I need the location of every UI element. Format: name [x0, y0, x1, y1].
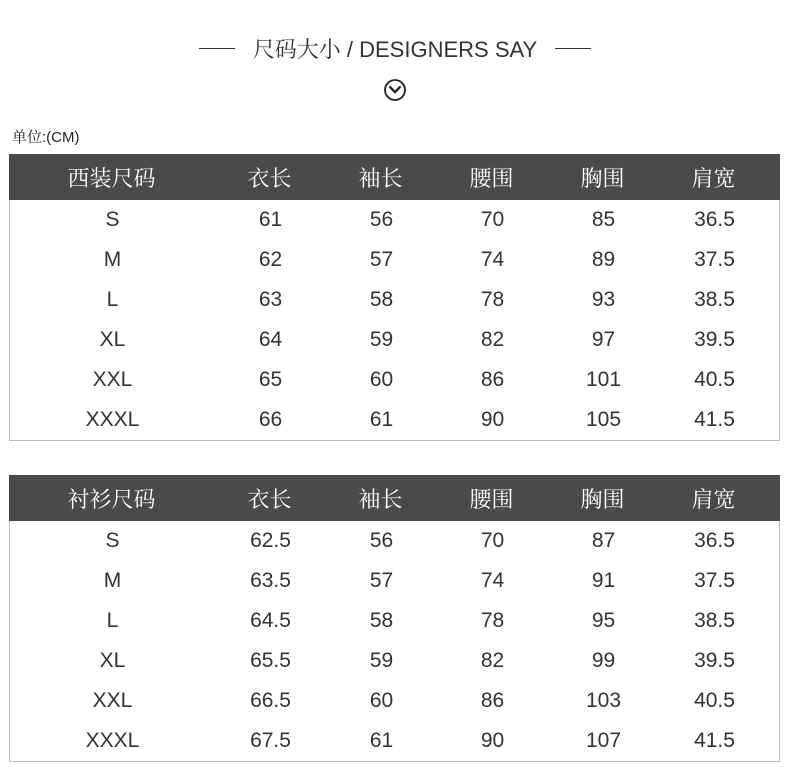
table-cell: 78: [480, 609, 505, 632]
table-cell: 58: [369, 609, 394, 632]
table-cell: 40.5: [694, 689, 735, 712]
table-row: [10, 561, 779, 601]
table-cell: 78: [480, 288, 505, 311]
table-cell: 37.5: [694, 569, 735, 592]
table-cell: 41.5: [694, 729, 735, 752]
table-cell: 61: [369, 408, 394, 431]
table-cell: 85: [591, 208, 616, 231]
table-cell: 99: [591, 649, 616, 672]
table-cell: 61: [369, 729, 394, 752]
table-cell: 107: [585, 729, 622, 752]
table-cell: 36.5: [694, 529, 735, 552]
column-header: 袖长: [358, 165, 403, 191]
table-cell: XXL: [92, 689, 133, 712]
section-title: [0, 28, 790, 68]
table-cell: 70: [480, 529, 505, 552]
table-row: [10, 601, 779, 641]
table-row: [10, 320, 779, 360]
table-cell: 60: [369, 368, 394, 391]
table-cell: 39.5: [694, 328, 735, 351]
table-header-row: [9, 154, 780, 200]
table-cell: 40.5: [694, 368, 735, 391]
title-text: 尺码大小 / DESIGNERS SAY: [252, 36, 538, 62]
table-cell: 56: [369, 208, 394, 231]
column-header: 肩宽: [691, 165, 736, 191]
table-cell: 66: [258, 408, 283, 431]
table-row: [10, 360, 779, 400]
table-cell: 65.5: [250, 649, 291, 672]
table-cell: 90: [480, 729, 505, 752]
table-cell: 93: [591, 288, 616, 311]
table-cell: XXL: [92, 368, 133, 391]
table-cell: XXXL: [85, 408, 140, 431]
title-left-line: [199, 48, 235, 49]
table-cell: 103: [585, 689, 622, 712]
table-cell: 60: [369, 689, 394, 712]
table-cell: S: [105, 529, 120, 552]
table-cell: L: [106, 609, 119, 632]
column-header: 胸围: [580, 486, 625, 512]
column-header: 衣长: [247, 486, 292, 512]
suit-size-table: [9, 154, 780, 441]
table-row: [10, 200, 779, 240]
table-cell: M: [103, 569, 122, 592]
table-cell: 97: [591, 328, 616, 351]
table-cell: 105: [585, 408, 622, 431]
chevron-down-circle-icon: [383, 78, 407, 102]
table-cell: 64: [258, 328, 283, 351]
table-cell: 95: [591, 609, 616, 632]
column-header: 衬衫尺码: [67, 486, 156, 512]
table-cell: 64.5: [250, 609, 291, 632]
table-cell: XXXL: [85, 729, 140, 752]
column-header: 腰围: [469, 486, 514, 512]
table-cell: 74: [480, 569, 505, 592]
table-cell: XL: [99, 649, 126, 672]
table-cell: 57: [369, 248, 394, 271]
table-cell: 82: [480, 328, 505, 351]
column-header: 肩宽: [691, 486, 736, 512]
table-cell: 41.5: [694, 408, 735, 431]
column-header: 衣长: [247, 165, 292, 191]
table-cell: 90: [480, 408, 505, 431]
table-cell: S: [105, 208, 120, 231]
table-cell: 39.5: [694, 649, 735, 672]
table-cell: 62.5: [250, 529, 291, 552]
table-cell: 86: [480, 368, 505, 391]
table-cell: 56: [369, 529, 394, 552]
shirt-size-table: [9, 475, 780, 762]
table-cell: 38.5: [694, 288, 735, 311]
table-cell: 101: [585, 368, 622, 391]
table-cell: 61: [258, 208, 283, 231]
table-cell: 37.5: [694, 248, 735, 271]
table-cell: 57: [369, 569, 394, 592]
table-row: [10, 280, 779, 320]
table-cell: 58: [369, 288, 394, 311]
table-cell: 74: [480, 248, 505, 271]
column-header: 腰围: [469, 165, 514, 191]
table-row: [10, 400, 779, 440]
table-cell: 59: [369, 649, 394, 672]
table-cell: 59: [369, 328, 394, 351]
unit-label: 单位:(CM): [12, 129, 80, 146]
table-row: [10, 521, 779, 561]
table-row: [10, 240, 779, 280]
table-cell: 82: [480, 649, 505, 672]
table-cell: L: [106, 288, 119, 311]
table-cell: 38.5: [694, 609, 735, 632]
table-cell: 62: [258, 248, 283, 271]
column-header: 胸围: [580, 165, 625, 191]
table-cell: 63: [258, 288, 283, 311]
table-header-row: [9, 475, 780, 521]
column-header: 西装尺码: [67, 165, 156, 191]
table-cell: 63.5: [250, 569, 291, 592]
table-cell: 67.5: [250, 729, 291, 752]
table-cell: 91: [591, 569, 616, 592]
table-cell: M: [103, 248, 122, 271]
table-cell: 89: [591, 248, 616, 271]
table-cell: 86: [480, 689, 505, 712]
table-cell: 66.5: [250, 689, 291, 712]
table-cell: 87: [591, 529, 616, 552]
table-body: [10, 200, 779, 440]
title-right-line: [555, 48, 591, 49]
table-cell: XL: [99, 328, 126, 351]
table-row: [10, 641, 779, 681]
table-cell: 65: [258, 368, 283, 391]
table-cell: 36.5: [694, 208, 735, 231]
table-row: [10, 721, 779, 761]
table-cell: 70: [480, 208, 505, 231]
table-body: [10, 521, 779, 761]
table-row: [10, 681, 779, 721]
column-header: 袖长: [358, 486, 403, 512]
